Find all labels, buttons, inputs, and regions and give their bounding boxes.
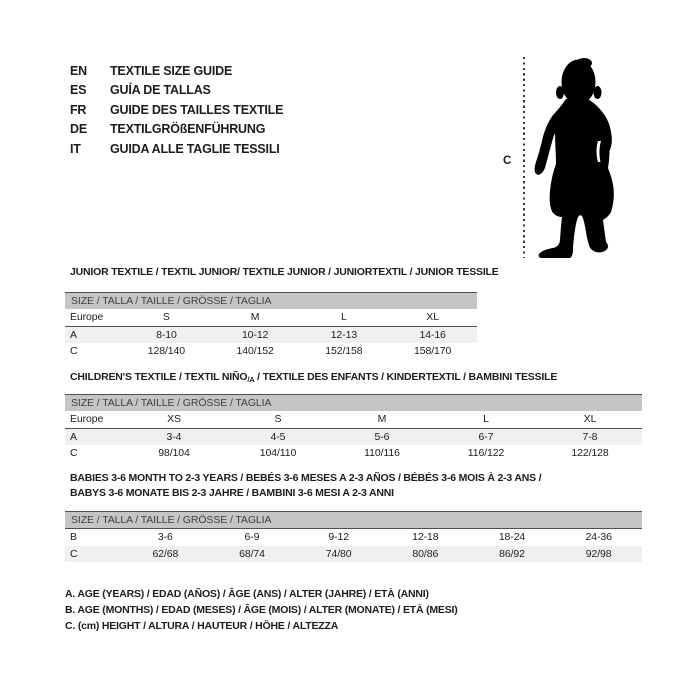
- size-cell: L: [483, 413, 489, 425]
- row-label: B: [70, 531, 77, 543]
- size-cell: 12-18: [412, 531, 439, 543]
- row-label: C: [70, 447, 78, 459]
- table-row: [65, 343, 477, 360]
- size-cell: S: [274, 413, 282, 425]
- language-row-es: [70, 81, 283, 100]
- language-code: EN: [70, 64, 87, 78]
- size-cell: 98/104: [158, 447, 190, 459]
- size-cell: 116/122: [467, 447, 505, 459]
- language-label: GUÍA DE TALLAS: [110, 83, 211, 98]
- size-cell: 24-36: [585, 531, 612, 543]
- size-cell: 12-13: [330, 328, 358, 341]
- size-cell: 6-7: [478, 430, 494, 443]
- size-cell: 152/158: [325, 345, 363, 357]
- legend-notes: [65, 586, 458, 635]
- size-cell: 3-6: [157, 531, 173, 543]
- note-line-b: B. AGE (MONTHS) / EDAD (MESES) / ÂGE (MOIS) / ALTER (MONATE) / ETÀ (MESI): [65, 604, 458, 617]
- size-cell: 158/170: [413, 345, 452, 357]
- size-cell: 9-12: [328, 531, 349, 543]
- size-header: SIZE / TALLA / TAILLE / GRÖSSE / TAGLIA: [65, 512, 642, 529]
- language-label: TEXTILGRÖßENFÜHRUNG: [110, 122, 266, 137]
- language-code: ES: [70, 83, 87, 98]
- table-row: [65, 546, 642, 563]
- babies-size-table: [65, 511, 642, 562]
- row-label: Europe: [70, 413, 104, 425]
- language-label: GUIDE DES TAILLES TEXTILE: [110, 102, 284, 117]
- size-cell: 6-9: [244, 531, 260, 543]
- row-label: A: [70, 430, 77, 443]
- size-cell: 104/110: [259, 447, 297, 459]
- junior-table-title: JUNIOR TEXTILE / TEXTIL JUNIOR/ TEXTILE JUNIOR / JUNIORTEXTIL / JUNIOR TESSILE: [70, 266, 499, 278]
- size-cell: XS: [167, 413, 181, 425]
- language-row-it: [70, 140, 283, 159]
- note-line-c: C. (cm) HEIGHT / ALTURA / HAUTEUR / HÖHE / ALTEZZA: [65, 620, 339, 633]
- size-cell: S: [162, 311, 170, 323]
- language-code: IT: [70, 141, 81, 156]
- size-cell: 128/140: [147, 345, 185, 357]
- language-label: TEXTILE SIZE GUIDE: [110, 64, 233, 78]
- babies-table-title: [70, 471, 541, 501]
- language-row-en: [70, 62, 283, 81]
- size-cell: 7-8: [582, 430, 598, 443]
- children-table-title: [70, 371, 557, 384]
- size-cell: 92/98: [585, 547, 612, 560]
- babies-title-line2: BABYS 3-6 MONATE BIS 2-3 JAHRE / BAMBINI 3-6 MESI A 2-3 ANNI: [70, 486, 394, 499]
- language-row-fr: [70, 101, 283, 120]
- table-row: [65, 327, 477, 344]
- size-cell: XL: [426, 311, 439, 323]
- size-cell: L: [341, 311, 347, 323]
- language-code: FR: [70, 102, 87, 117]
- size-cell: 80/86: [412, 547, 439, 560]
- size-cell: 5-6: [374, 430, 390, 443]
- junior-size-table: [65, 292, 477, 360]
- row-label: Europe: [70, 311, 104, 323]
- language-list: [70, 62, 283, 159]
- size-cell: XL: [583, 413, 597, 425]
- size-cell: 122/128: [571, 447, 609, 459]
- height-measure-label: C: [503, 155, 512, 167]
- table-row: [65, 309, 477, 327]
- size-cell: 86/92: [499, 547, 525, 560]
- table-row: [65, 429, 642, 446]
- baby-silhouette-icon: [532, 55, 644, 265]
- size-cell: 68/74: [239, 547, 265, 560]
- size-cell: 8-10: [156, 328, 177, 341]
- size-cell: 18-24: [498, 531, 526, 543]
- row-label: C: [70, 345, 78, 357]
- note-line-a: A. AGE (YEARS) / EDAD (AÑOS) / ÂGE (ANS) / ALTER (JAHRE) / ETÀ (ANNI): [65, 588, 429, 600]
- table-row: [65, 529, 642, 546]
- size-header: SIZE / TALLA / TAILLE / GRÖSSE / TAGLIA: [65, 395, 642, 411]
- children-size-table: [65, 394, 642, 462]
- table-row: [65, 445, 642, 462]
- size-cell: 140/152: [236, 345, 274, 357]
- row-label: C: [70, 547, 78, 560]
- height-dashed-line: [523, 57, 525, 258]
- size-cell: M: [250, 311, 260, 323]
- size-cell: 74/80: [325, 547, 352, 560]
- babies-title-line1: BABIES 3-6 MONTH TO 2-3 YEARS / BEBÉS 3-6 MESES A 2-3 AÑOS / BÉBÉS 3-6 MOIS À 2-3 ANS /: [70, 472, 542, 484]
- size-cell: 10-12: [241, 328, 269, 341]
- language-row-de: [70, 120, 283, 139]
- size-cell: M: [377, 413, 387, 425]
- size-cell: 3-4: [166, 430, 182, 443]
- table-row: [65, 411, 642, 429]
- size-cell: 62/68: [152, 547, 179, 560]
- size-cell: 110/116: [364, 447, 400, 459]
- size-header: SIZE / TALLA / TAILLE / GRÖSSE / TAGLIA: [65, 293, 477, 309]
- children-title-pre: CHILDREN'S TEXTILE / TEXTIL NIÑO: [70, 371, 248, 383]
- language-label: GUIDA ALLE TAGLIE TESSILI: [110, 141, 280, 156]
- language-code: DE: [70, 122, 87, 137]
- row-label: A: [70, 328, 77, 341]
- size-cell: 14-16: [419, 328, 446, 341]
- size-cell: 4-5: [270, 430, 286, 443]
- children-title-sub: /A: [247, 375, 255, 384]
- children-title-post: / TEXTILE DES ENFANTS / KINDERTEXTIL / BAMBINI TESSILE: [254, 371, 558, 383]
